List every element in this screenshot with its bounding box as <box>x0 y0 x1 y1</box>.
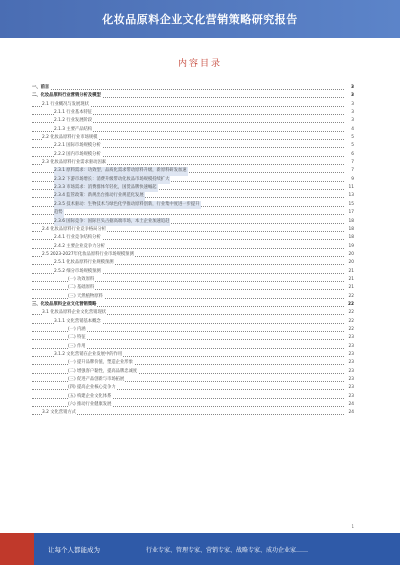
toc-entry[interactable] <box>32 243 354 251</box>
toc-entry-page: 20 <box>348 251 354 259</box>
toc-entry-label: (五) 构建企业文化体系 <box>68 393 112 401</box>
toc-entry[interactable] <box>32 259 354 267</box>
toc-entry-page: 24 <box>348 409 354 417</box>
toc-entry-page: 5 <box>350 142 354 150</box>
toc-entry-label: 2.3.2 下游市场增长：消费升级带动化妆品市场规模持续扩大 <box>54 176 170 184</box>
footer-slogan: 让每个人都能成为 <box>48 546 100 554</box>
toc-entry[interactable] <box>32 134 354 142</box>
toc-entry-page: 13 <box>348 192 354 200</box>
toc-entry-label: 2.3.5 技术驱动：生物技术与绿色化学推动原料创新，行业集中度进一步提升 <box>54 201 201 209</box>
toc-entry-label: 2.2.2 国内市场规模分析 <box>54 151 102 159</box>
toc-entry[interactable] <box>32 301 354 309</box>
toc-entry[interactable] <box>32 251 354 259</box>
toc-entry-label: 2.2.1 国际市场规模分析 <box>54 142 102 150</box>
toc-entry-label: 2.5.1 化妆品原料行业规模预测 <box>54 259 115 267</box>
toc-leader-dots <box>32 214 344 215</box>
toc-entry-label: 3.1.2 文化营销在企业发展中的作用 <box>54 351 123 359</box>
report-title: 化妆品原料企业文化营销策略研究报告 <box>102 13 298 26</box>
toc-entry-label: 2.1 行业概况与发展现状 <box>42 101 90 109</box>
toc-entry-page: 19 <box>348 243 354 251</box>
toc-entry[interactable] <box>32 268 354 276</box>
toc-entry-label: 一、前言 <box>32 84 50 92</box>
toc-entry-label: (二) 基础原料 <box>68 284 95 292</box>
toc-entry[interactable] <box>32 167 354 175</box>
toc-entry-label: 2.3.1 原料需求：功效型、品质化需求带动原料升级，新原料研发加速 <box>54 167 188 175</box>
toc-entry[interactable] <box>32 126 354 134</box>
toc-entry[interactable] <box>32 334 354 342</box>
toc-entry-page: 3 <box>350 84 354 92</box>
toc-entry-label: 2.4 化妆品原料行业竞争格局分析 <box>42 226 107 234</box>
toc-entry-label: 3.2 文化营销方式 <box>42 409 77 417</box>
toc-entry-label: 2.4.1 行业竞争结构分析 <box>54 234 102 242</box>
toc-entry-label: 三、化妆品原料企业文化营销策略 <box>32 301 97 309</box>
toc-entry-label: (一) 内涵 <box>68 326 87 334</box>
toc-entry-page: 23 <box>348 376 354 384</box>
toc-entry-page: 15 <box>348 201 354 209</box>
toc-entry-label: 2.5.2 细分市场规模预测 <box>54 268 102 276</box>
toc-entry[interactable] <box>32 142 354 150</box>
toc-entry-label: (六) 推动行业健康发展 <box>68 401 112 409</box>
toc-entry-page: 7 <box>350 159 354 167</box>
toc-entry[interactable] <box>32 384 354 392</box>
toc-entry[interactable] <box>32 368 354 376</box>
page-number: 1 <box>351 524 354 529</box>
toc-entry-label: (四) 提高企业核心竞争力 <box>68 384 117 392</box>
toc-entry[interactable] <box>32 284 354 292</box>
toc-entry[interactable] <box>32 176 354 184</box>
toc-entry-page: 21 <box>348 284 354 292</box>
toc-entry-page: 18 <box>348 218 354 226</box>
toc-entry-page: 6 <box>350 151 354 159</box>
toc-entry-label: 二、化妆品原料行业营销分析及模型 <box>32 92 102 100</box>
toc-entry-page: 3 <box>350 117 354 125</box>
toc-entry-page: 23 <box>348 334 354 342</box>
report-header-banner <box>0 0 400 38</box>
toc-entry[interactable] <box>32 393 354 401</box>
toc-entry-label: 2.2 化妆品原料行业市场规模 <box>42 134 98 142</box>
toc-entry[interactable] <box>32 109 354 117</box>
toc-entry[interactable] <box>32 192 354 200</box>
footer-tagline: 行业专家、管理专家、营销专家、战略专家、成功企业家…… <box>146 547 309 554</box>
toc-entry-page: 22 <box>347 301 354 309</box>
toc-entry-page: 22 <box>348 318 354 326</box>
toc-entry-page: 3 <box>350 109 354 117</box>
toc-entry-label: 2.3.4 监管政策：新规出台推动行业规范化发展 <box>54 192 145 200</box>
toc-entry-label: 3.1 化妆品原料企业文化营销现状 <box>42 309 107 317</box>
toc-entry-label: (三) 促进产品创新与市场拓展 <box>68 376 125 384</box>
toc-entry-page: 23 <box>348 351 354 359</box>
toc-entry-label: 3.1.1 文化营销基本概念 <box>54 318 102 326</box>
toc-entry-page: 7 <box>350 167 354 175</box>
toc-entry-page: 21 <box>348 276 354 284</box>
toc-entry[interactable] <box>32 293 354 301</box>
toc-entry[interactable] <box>32 92 354 100</box>
toc-entry-page: 22 <box>348 309 354 317</box>
toc-entry-label: 2.1.2 行业发展阶段 <box>54 117 93 125</box>
toc-entry[interactable] <box>32 117 354 125</box>
toc-entry[interactable] <box>32 209 354 217</box>
toc-entry-label: (二) 特征 <box>68 334 87 342</box>
toc-entry[interactable] <box>32 376 354 384</box>
toc-entry[interactable] <box>32 351 354 359</box>
toc-entry-label: (三) 天然植物原料 <box>68 293 104 301</box>
toc-entry-label: 2.1.1 行业基本特征 <box>54 109 93 117</box>
toc-entry-label: 2.5 2023-2027年化妆品原料行业市场规模预测 <box>42 251 135 259</box>
table-of-contents <box>32 84 354 418</box>
toc-entry-page: 20 <box>348 259 354 267</box>
toc-entry[interactable] <box>32 359 354 367</box>
toc-entry-page: 4 <box>350 126 354 134</box>
toc-entry-page: 9 <box>350 176 354 184</box>
toc-entry-page: 23 <box>348 368 354 376</box>
toc-entry[interactable] <box>32 201 354 209</box>
toc-entry[interactable] <box>32 159 354 167</box>
toc-entry-page: 22 <box>348 293 354 301</box>
toc-entry-label: (一) 提升品牌价值，塑造企业形象 <box>68 359 134 367</box>
toc-entry-label: 2.4.2 主要企业竞争力分析 <box>54 243 106 251</box>
toc-entry-page: 18 <box>348 226 354 234</box>
toc-entry[interactable] <box>32 326 354 334</box>
toc-entry-page: 23 <box>348 393 354 401</box>
toc-entry[interactable] <box>32 401 354 409</box>
toc-entry-page: 23 <box>348 384 354 392</box>
toc-entry[interactable] <box>32 276 354 284</box>
footer-banner <box>0 533 400 565</box>
footer-accent-block <box>0 533 34 565</box>
toc-entry-label: 2.1.3 主要产品结构 <box>54 126 93 134</box>
toc-entry[interactable] <box>32 151 354 159</box>
toc-entry-label: 2.3.3 市场需求：消费群体年轻化，国货品牌快速崛起 <box>54 184 158 192</box>
toc-leader-dots <box>32 414 344 415</box>
toc-entry-label: (二) 增强客户黏性，提高品牌忠诚度 <box>68 368 138 376</box>
toc-entry-page: 21 <box>348 268 354 276</box>
toc-entry-label: (一) 功效原料 <box>68 276 95 284</box>
toc-entry[interactable] <box>32 226 354 234</box>
toc-entry[interactable] <box>32 101 354 109</box>
toc-leader-dots <box>32 89 344 90</box>
toc-entry[interactable] <box>32 218 354 226</box>
toc-entry-page: 22 <box>348 326 354 334</box>
toc-heading: 内容目录 <box>177 59 222 69</box>
toc-entry-page: 18 <box>348 234 354 242</box>
toc-entry-page: 23 <box>348 359 354 367</box>
toc-entry-page: 23 <box>348 343 354 351</box>
toc-entry[interactable] <box>32 309 354 317</box>
toc-entry[interactable] <box>32 343 354 351</box>
toc-entry-page: 3 <box>350 101 354 109</box>
toc-entry-page: 11 <box>348 184 354 192</box>
toc-entry[interactable] <box>32 409 354 417</box>
toc-entry[interactable] <box>32 84 354 92</box>
toc-entry-page: 24 <box>348 401 354 409</box>
toc-entry-label: 2.3.6 国际竞争：国际巨头占据高端市场，本土企业加速追赶 <box>54 218 170 226</box>
toc-entry-page: 5 <box>350 134 354 142</box>
toc-entry-label: (三) 作用 <box>68 343 87 351</box>
toc-entry[interactable] <box>32 184 354 192</box>
toc-entry-page: 17 <box>348 209 354 217</box>
toc-entry[interactable] <box>32 318 354 326</box>
toc-entry-page: 3 <box>350 92 354 100</box>
toc-entry-label: 2.3 化妆品原料行业需求驱动因素 <box>42 159 107 167</box>
toc-entry[interactable] <box>32 234 354 242</box>
toc-entry-label: 趋势 <box>54 209 64 217</box>
